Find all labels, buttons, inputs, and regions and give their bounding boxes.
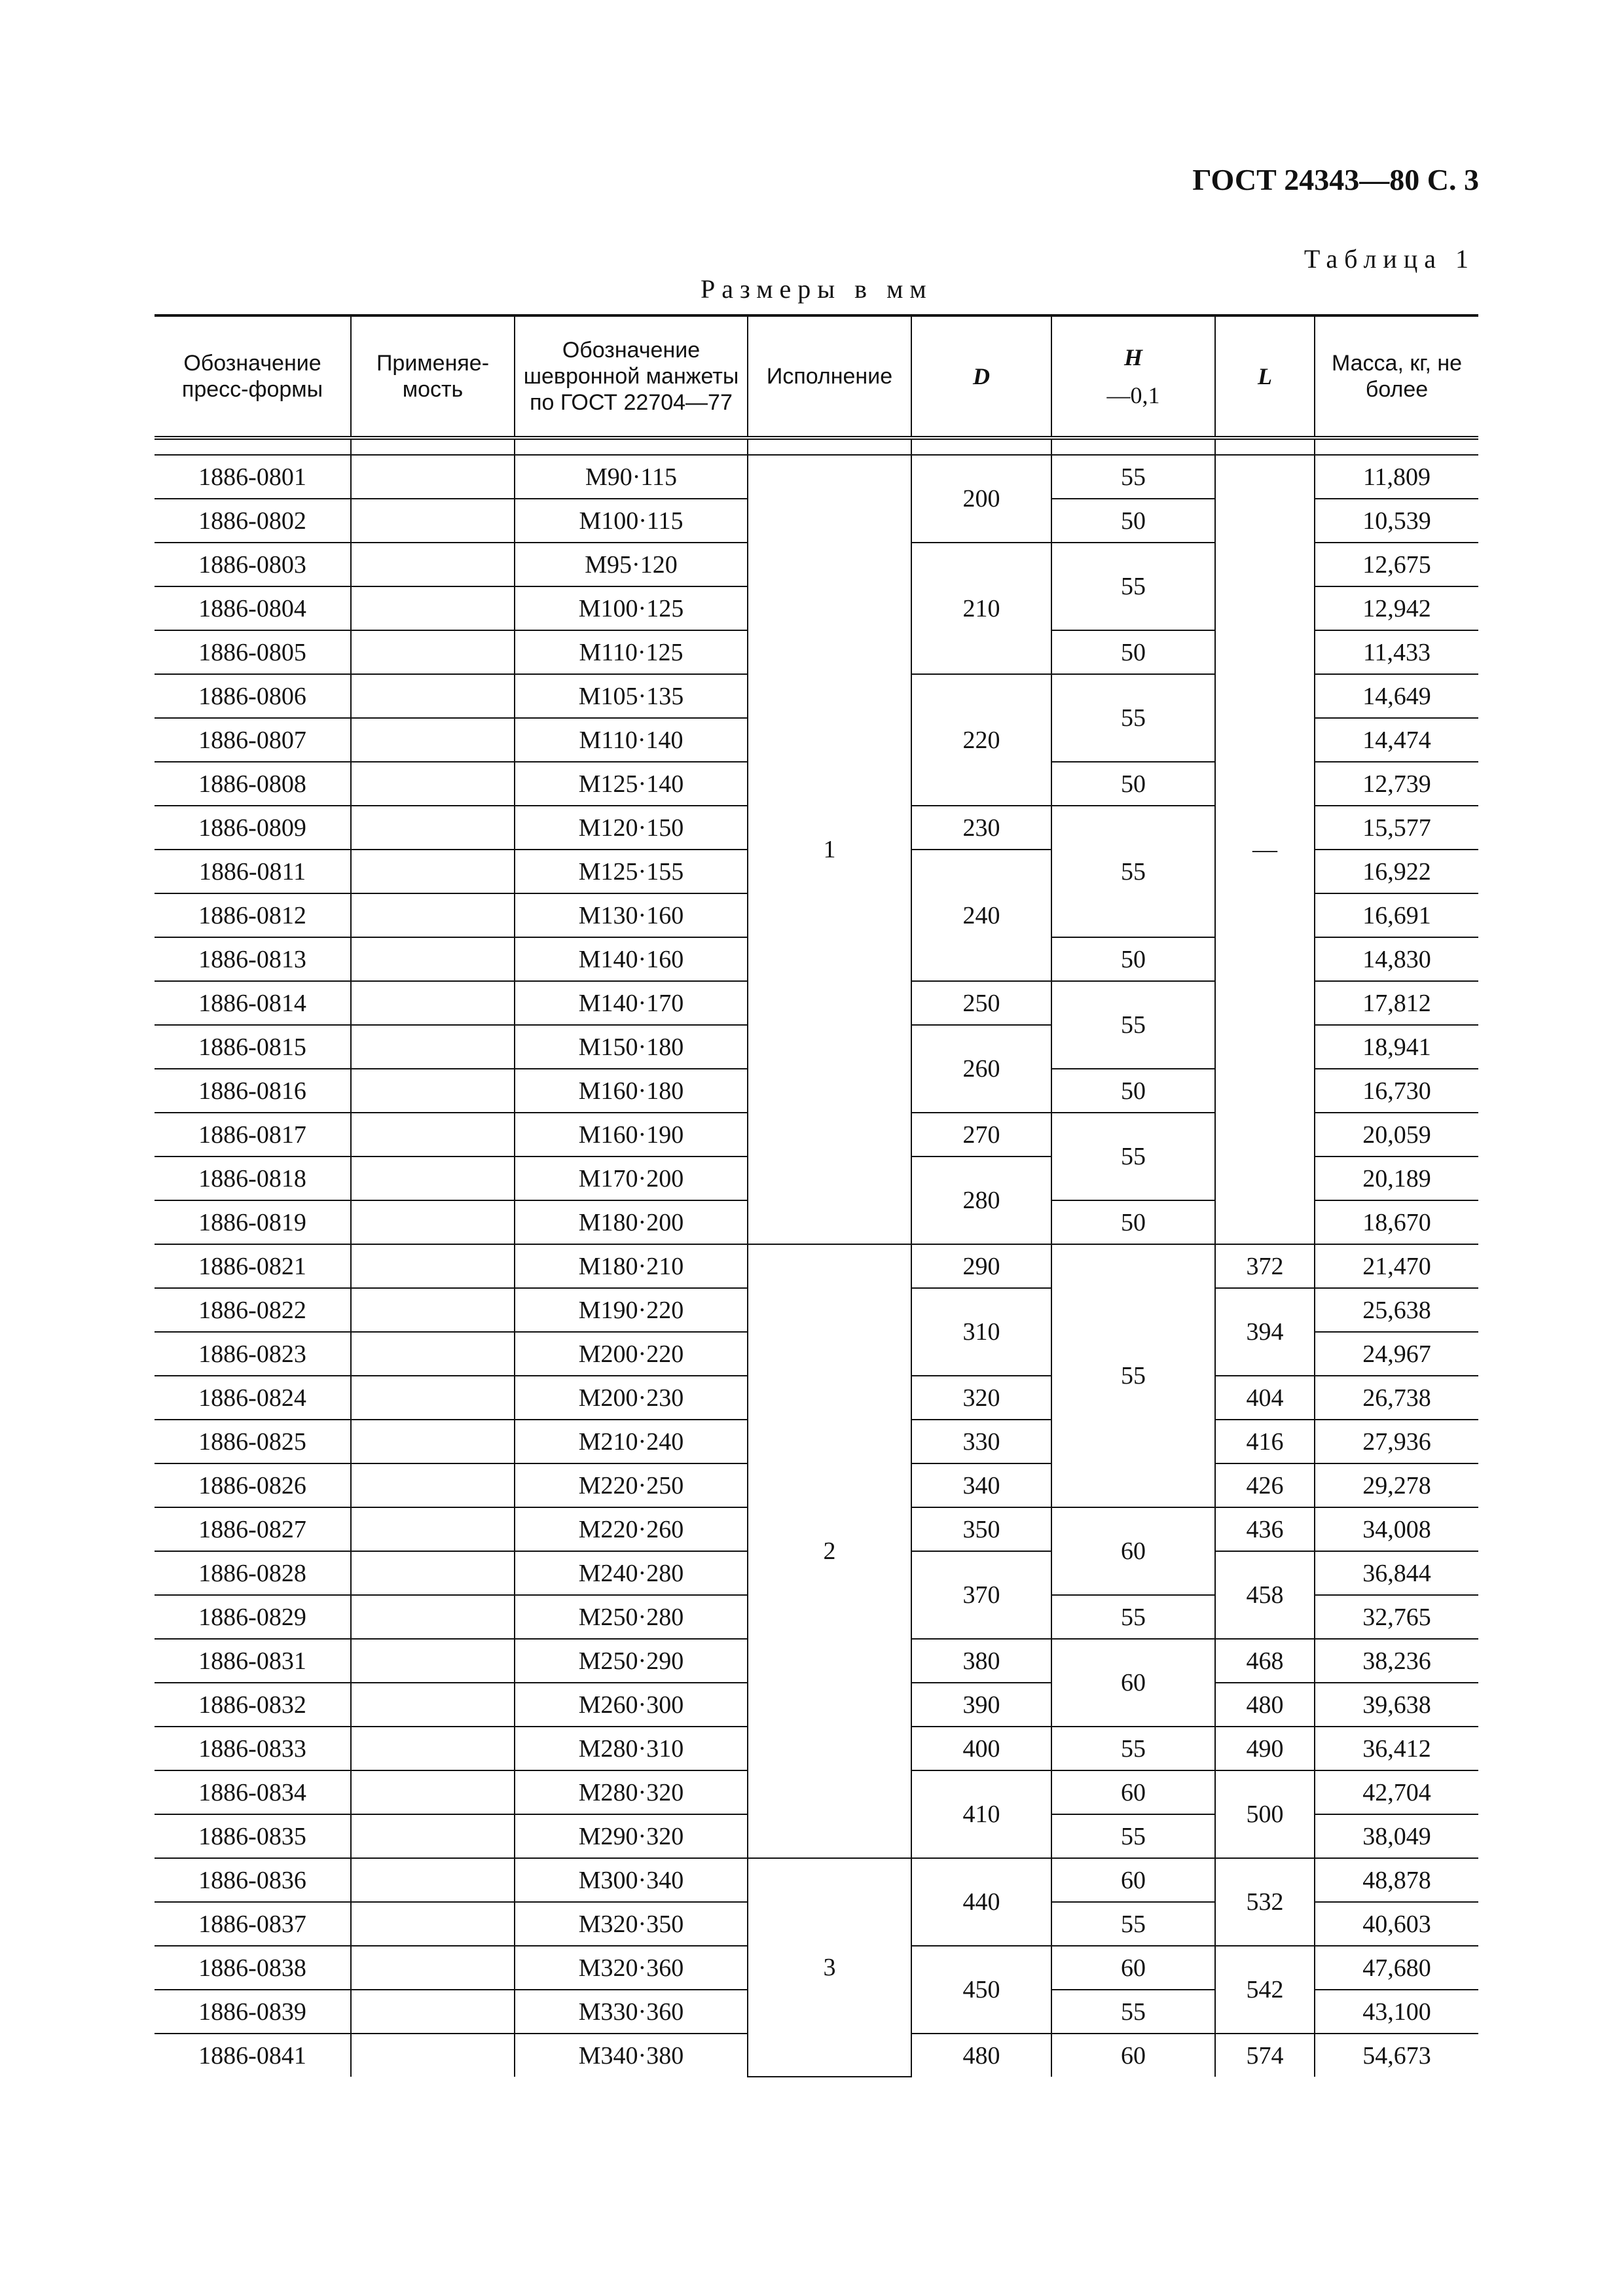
cell-applicability bbox=[351, 1420, 515, 1463]
cell-applicability bbox=[351, 1200, 515, 1244]
cell-designation: 1886-0832 bbox=[155, 1683, 351, 1727]
cell-mass: 32,765 bbox=[1315, 1595, 1478, 1639]
cell-applicability bbox=[351, 1814, 515, 1858]
cell-cuff: М250·280 bbox=[515, 1595, 748, 1639]
cell-mass: 14,474 bbox=[1315, 718, 1478, 762]
cell-applicability bbox=[351, 1551, 515, 1595]
cell-cuff: М320·360 bbox=[515, 1946, 748, 1990]
cell-applicability bbox=[351, 1595, 515, 1639]
cell-applicability bbox=[351, 543, 515, 586]
cell-mass: 36,844 bbox=[1315, 1551, 1478, 1595]
cell-designation: 1886-0818 bbox=[155, 1157, 351, 1200]
col-header-l: L bbox=[1215, 315, 1315, 438]
cell-cuff: М160·180 bbox=[515, 1069, 748, 1113]
cell-designation: 1886-0805 bbox=[155, 630, 351, 674]
cell-applicability bbox=[351, 850, 515, 893]
cell-l: 372 bbox=[1215, 1244, 1315, 1288]
cell-designation: 1886-0814 bbox=[155, 981, 351, 1025]
cell-designation: 1886-0803 bbox=[155, 543, 351, 586]
spacer-cell bbox=[748, 438, 911, 455]
cell-applicability bbox=[351, 1770, 515, 1814]
cell-l: 480 bbox=[1215, 1683, 1315, 1727]
cell-cuff: М240·280 bbox=[515, 1551, 748, 1595]
cell-applicability bbox=[351, 674, 515, 718]
cell-cuff: М120·150 bbox=[515, 806, 748, 850]
cell-cuff: М130·160 bbox=[515, 893, 748, 937]
cell-d: 450 bbox=[911, 1946, 1051, 2034]
cell-d: 210 bbox=[911, 543, 1051, 674]
spacer-cell bbox=[155, 438, 351, 455]
cell-applicability bbox=[351, 1069, 515, 1113]
cell-mass: 36,412 bbox=[1315, 1727, 1478, 1770]
cell-mass: 43,100 bbox=[1315, 1990, 1478, 2034]
cell-applicability bbox=[351, 455, 515, 499]
cell-applicability bbox=[351, 806, 515, 850]
cell-mass: 16,922 bbox=[1315, 850, 1478, 893]
cell-mass: 18,670 bbox=[1315, 1200, 1478, 1244]
cell-designation: 1886-0807 bbox=[155, 718, 351, 762]
cell-applicability bbox=[351, 1902, 515, 1946]
cell-mass: 24,967 bbox=[1315, 1332, 1478, 1376]
cell-applicability bbox=[351, 630, 515, 674]
cell-applicability bbox=[351, 1507, 515, 1551]
cell-designation: 1886-0806 bbox=[155, 674, 351, 718]
cell-mass: 25,638 bbox=[1315, 1288, 1478, 1332]
cell-cuff: М140·170 bbox=[515, 981, 748, 1025]
col-header-cuff: Обозначение шевронной манжеты по ГОСТ 22704—77 bbox=[515, 315, 748, 438]
cell-cuff: М320·350 bbox=[515, 1902, 748, 1946]
cell-applicability bbox=[351, 1463, 515, 1507]
cell-designation: 1886-0802 bbox=[155, 499, 351, 543]
cell-d: 260 bbox=[911, 1025, 1051, 1113]
cell-mass: 47,680 bbox=[1315, 1946, 1478, 1990]
cell-cuff: М170·200 bbox=[515, 1157, 748, 1200]
cell-h: 55 bbox=[1051, 543, 1215, 630]
col-header-h bbox=[1051, 315, 1215, 438]
cell-h: 55 bbox=[1051, 674, 1215, 762]
cell-designation: 1886-0809 bbox=[155, 806, 351, 850]
cell-applicability bbox=[351, 1683, 515, 1727]
cell-mass: 11,809 bbox=[1315, 455, 1478, 499]
cell-mass: 34,008 bbox=[1315, 1507, 1478, 1551]
cell-d: 370 bbox=[911, 1551, 1051, 1639]
cell-mass: 14,830 bbox=[1315, 937, 1478, 981]
cell-version: 1 bbox=[748, 455, 911, 1244]
units-caption: Размеры в мм bbox=[701, 274, 933, 304]
cell-version: 3 bbox=[748, 1858, 911, 2077]
spacer-cell bbox=[1315, 438, 1478, 455]
cell-designation: 1886-0827 bbox=[155, 1507, 351, 1551]
cell-d: 350 bbox=[911, 1507, 1051, 1551]
cell-h: 55 bbox=[1051, 1902, 1215, 1946]
cell-cuff: М140·160 bbox=[515, 937, 748, 981]
cell-applicability bbox=[351, 981, 515, 1025]
cell-applicability bbox=[351, 2034, 515, 2077]
cell-applicability bbox=[351, 1376, 515, 1420]
cell-h: 55 bbox=[1051, 1113, 1215, 1200]
cell-applicability bbox=[351, 893, 515, 937]
cell-mass: 11,433 bbox=[1315, 630, 1478, 674]
cell-l: 458 bbox=[1215, 1551, 1315, 1639]
cell-applicability bbox=[351, 1727, 515, 1770]
cell-h: 50 bbox=[1051, 762, 1215, 806]
cell-h: 55 bbox=[1051, 1814, 1215, 1858]
cell-mass: 27,936 bbox=[1315, 1420, 1478, 1463]
col-header-h-symbol: H bbox=[1123, 344, 1142, 370]
cell-cuff: М100·125 bbox=[515, 586, 748, 630]
cell-l: 490 bbox=[1215, 1727, 1315, 1770]
cell-l: — bbox=[1215, 455, 1315, 1244]
cell-mass: 26,738 bbox=[1315, 1376, 1478, 1420]
cell-d: 280 bbox=[911, 1157, 1051, 1244]
cell-applicability bbox=[351, 586, 515, 630]
cell-l: 532 bbox=[1215, 1858, 1315, 1946]
table-header-row bbox=[155, 315, 1478, 438]
cell-designation: 1886-0812 bbox=[155, 893, 351, 937]
cell-designation: 1886-0825 bbox=[155, 1420, 351, 1463]
spacer-cell bbox=[1215, 438, 1315, 455]
cell-cuff: М200·230 bbox=[515, 1376, 748, 1420]
cell-mass: 48,878 bbox=[1315, 1858, 1478, 1902]
cell-d: 440 bbox=[911, 1858, 1051, 1946]
cell-h: 50 bbox=[1051, 1200, 1215, 1244]
cell-l: 574 bbox=[1215, 2034, 1315, 2077]
cell-cuff: М280·320 bbox=[515, 1770, 748, 1814]
cell-cuff: М200·220 bbox=[515, 1332, 748, 1376]
cell-applicability bbox=[351, 1639, 515, 1683]
spec-table bbox=[155, 314, 1478, 2077]
cell-applicability bbox=[351, 1157, 515, 1200]
cell-cuff: М100·115 bbox=[515, 499, 748, 543]
cell-designation: 1886-0837 bbox=[155, 1902, 351, 1946]
cell-designation: 1886-0821 bbox=[155, 1244, 351, 1288]
page-header-title: ГОСТ 24343—80 С. 3 bbox=[1192, 163, 1479, 196]
cell-cuff: М160·190 bbox=[515, 1113, 748, 1157]
cell-mass: 17,812 bbox=[1315, 981, 1478, 1025]
cell-l: 426 bbox=[1215, 1463, 1315, 1507]
cell-l: 404 bbox=[1215, 1376, 1315, 1420]
cell-l: 468 bbox=[1215, 1639, 1315, 1683]
cell-cuff: М190·220 bbox=[515, 1288, 748, 1332]
cell-designation: 1886-0824 bbox=[155, 1376, 351, 1420]
cell-h: 55 bbox=[1051, 981, 1215, 1069]
cell-cuff: М180·200 bbox=[515, 1200, 748, 1244]
cell-designation: 1886-0816 bbox=[155, 1069, 351, 1113]
cell-applicability bbox=[351, 1858, 515, 1902]
cell-h: 55 bbox=[1051, 1990, 1215, 2034]
cell-cuff: М330·360 bbox=[515, 1990, 748, 2034]
cell-designation: 1886-0833 bbox=[155, 1727, 351, 1770]
spacer-cell bbox=[515, 438, 748, 455]
cell-designation: 1886-0828 bbox=[155, 1551, 351, 1595]
header-spacer-row bbox=[155, 438, 1478, 455]
col-header-h-tolerance: —0,1 bbox=[1106, 382, 1160, 408]
cell-designation: 1886-0829 bbox=[155, 1595, 351, 1639]
cell-cuff: М105·135 bbox=[515, 674, 748, 718]
table-body bbox=[155, 438, 1478, 2077]
cell-d: 290 bbox=[911, 1244, 1051, 1288]
cell-h: 55 bbox=[1051, 1595, 1215, 1639]
cell-mass: 12,739 bbox=[1315, 762, 1478, 806]
cell-designation: 1886-0838 bbox=[155, 1946, 351, 1990]
cell-mass: 12,675 bbox=[1315, 543, 1478, 586]
cell-cuff: М180·210 bbox=[515, 1244, 748, 1288]
cell-cuff: М95·120 bbox=[515, 543, 748, 586]
cell-applicability bbox=[351, 1288, 515, 1332]
cell-applicability bbox=[351, 1025, 515, 1069]
cell-mass: 10,539 bbox=[1315, 499, 1478, 543]
cell-designation: 1886-0815 bbox=[155, 1025, 351, 1069]
table-caption: Таблица 1 bbox=[1304, 244, 1475, 274]
cell-designation: 1886-0834 bbox=[155, 1770, 351, 1814]
cell-mass: 54,673 bbox=[1315, 2034, 1478, 2077]
cell-applicability bbox=[351, 1332, 515, 1376]
cell-h: 55 bbox=[1051, 806, 1215, 937]
cell-mass: 39,638 bbox=[1315, 1683, 1478, 1727]
cell-designation: 1886-0801 bbox=[155, 455, 351, 499]
cell-mass: 40,603 bbox=[1315, 1902, 1478, 1946]
cell-d: 230 bbox=[911, 806, 1051, 850]
cell-l: 416 bbox=[1215, 1420, 1315, 1463]
cell-d: 380 bbox=[911, 1639, 1051, 1683]
cell-applicability bbox=[351, 762, 515, 806]
cell-designation: 1886-0813 bbox=[155, 937, 351, 981]
table-row bbox=[155, 1244, 1478, 1288]
cell-cuff: М110·140 bbox=[515, 718, 748, 762]
cell-mass: 15,577 bbox=[1315, 806, 1478, 850]
cell-d: 250 bbox=[911, 981, 1051, 1025]
cell-cuff: М150·180 bbox=[515, 1025, 748, 1069]
cell-designation: 1886-0836 bbox=[155, 1858, 351, 1902]
cell-designation: 1886-0819 bbox=[155, 1200, 351, 1244]
cell-l: 500 bbox=[1215, 1770, 1315, 1858]
cell-mass: 16,691 bbox=[1315, 893, 1478, 937]
cell-mass: 38,049 bbox=[1315, 1814, 1478, 1858]
cell-d: 310 bbox=[911, 1288, 1051, 1376]
cell-applicability bbox=[351, 1244, 515, 1288]
cell-d: 320 bbox=[911, 1376, 1051, 1420]
cell-h: 55 bbox=[1051, 1244, 1215, 1507]
cell-h: 60 bbox=[1051, 1858, 1215, 1902]
cell-d: 240 bbox=[911, 850, 1051, 981]
cell-mass: 21,470 bbox=[1315, 1244, 1478, 1288]
col-header-applicability: Применяе-мость bbox=[351, 315, 515, 438]
cell-mass: 20,189 bbox=[1315, 1157, 1478, 1200]
cell-designation: 1886-0822 bbox=[155, 1288, 351, 1332]
cell-designation: 1886-0831 bbox=[155, 1639, 351, 1683]
cell-mass: 42,704 bbox=[1315, 1770, 1478, 1814]
cell-cuff: М220·260 bbox=[515, 1507, 748, 1551]
cell-d: 330 bbox=[911, 1420, 1051, 1463]
cell-d: 200 bbox=[911, 455, 1051, 543]
cell-l: 394 bbox=[1215, 1288, 1315, 1376]
cell-applicability bbox=[351, 937, 515, 981]
cell-mass: 16,730 bbox=[1315, 1069, 1478, 1113]
cell-cuff: М280·310 bbox=[515, 1727, 748, 1770]
cell-cuff: М300·340 bbox=[515, 1858, 748, 1902]
cell-mass: 20,059 bbox=[1315, 1113, 1478, 1157]
cell-designation: 1886-0841 bbox=[155, 2034, 351, 2077]
cell-applicability bbox=[351, 718, 515, 762]
cell-designation: 1886-0835 bbox=[155, 1814, 351, 1858]
cell-designation: 1886-0808 bbox=[155, 762, 351, 806]
spacer-cell bbox=[911, 438, 1051, 455]
cell-applicability bbox=[351, 1113, 515, 1157]
cell-cuff: М290·320 bbox=[515, 1814, 748, 1858]
col-header-d: D bbox=[911, 315, 1051, 438]
cell-designation: 1886-0839 bbox=[155, 1990, 351, 2034]
cell-l: 436 bbox=[1215, 1507, 1315, 1551]
cell-h: 60 bbox=[1051, 1639, 1215, 1727]
cell-h: 50 bbox=[1051, 499, 1215, 543]
cell-d: 480 bbox=[911, 2034, 1051, 2077]
col-header-mass: Масса, кг, не более bbox=[1315, 315, 1478, 438]
cell-h: 55 bbox=[1051, 1727, 1215, 1770]
cell-cuff: М125·155 bbox=[515, 850, 748, 893]
cell-h: 50 bbox=[1051, 1069, 1215, 1113]
cell-d: 340 bbox=[911, 1463, 1051, 1507]
cell-h: 50 bbox=[1051, 630, 1215, 674]
cell-d: 400 bbox=[911, 1727, 1051, 1770]
cell-d: 410 bbox=[911, 1770, 1051, 1858]
cell-cuff: М220·250 bbox=[515, 1463, 748, 1507]
cell-cuff: М110·125 bbox=[515, 630, 748, 674]
cell-applicability bbox=[351, 499, 515, 543]
cell-designation: 1886-0811 bbox=[155, 850, 351, 893]
cell-version: 2 bbox=[748, 1244, 911, 1858]
cell-d: 220 bbox=[911, 674, 1051, 806]
col-header-designation: Обозначение пресс-формы bbox=[155, 315, 351, 438]
cell-designation: 1886-0823 bbox=[155, 1332, 351, 1376]
spacer-cell bbox=[1051, 438, 1215, 455]
cell-h: 60 bbox=[1051, 2034, 1215, 2077]
cell-applicability bbox=[351, 1990, 515, 2034]
table-row bbox=[155, 455, 1478, 499]
cell-mass: 12,942 bbox=[1315, 586, 1478, 630]
cell-cuff: М125·140 bbox=[515, 762, 748, 806]
cell-cuff: М90·115 bbox=[515, 455, 748, 499]
cell-cuff: М250·290 bbox=[515, 1639, 748, 1683]
col-header-version: Исполнение bbox=[748, 315, 911, 438]
cell-d: 390 bbox=[911, 1683, 1051, 1727]
cell-h: 50 bbox=[1051, 937, 1215, 981]
cell-h: 60 bbox=[1051, 1507, 1215, 1595]
cell-d: 270 bbox=[911, 1113, 1051, 1157]
cell-designation: 1886-0826 bbox=[155, 1463, 351, 1507]
cell-h: 55 bbox=[1051, 455, 1215, 499]
cell-designation: 1886-0817 bbox=[155, 1113, 351, 1157]
cell-mass: 29,278 bbox=[1315, 1463, 1478, 1507]
cell-h: 60 bbox=[1051, 1770, 1215, 1814]
cell-cuff: М210·240 bbox=[515, 1420, 748, 1463]
cell-l: 542 bbox=[1215, 1946, 1315, 2034]
cell-h: 60 bbox=[1051, 1946, 1215, 1990]
table-row bbox=[155, 1858, 1478, 1902]
cell-cuff: М260·300 bbox=[515, 1683, 748, 1727]
cell-cuff: М340·380 bbox=[515, 2034, 748, 2077]
cell-applicability bbox=[351, 1946, 515, 1990]
cell-designation: 1886-0804 bbox=[155, 586, 351, 630]
spacer-cell bbox=[351, 438, 515, 455]
cell-mass: 14,649 bbox=[1315, 674, 1478, 718]
cell-mass: 38,236 bbox=[1315, 1639, 1478, 1683]
cell-mass: 18,941 bbox=[1315, 1025, 1478, 1069]
